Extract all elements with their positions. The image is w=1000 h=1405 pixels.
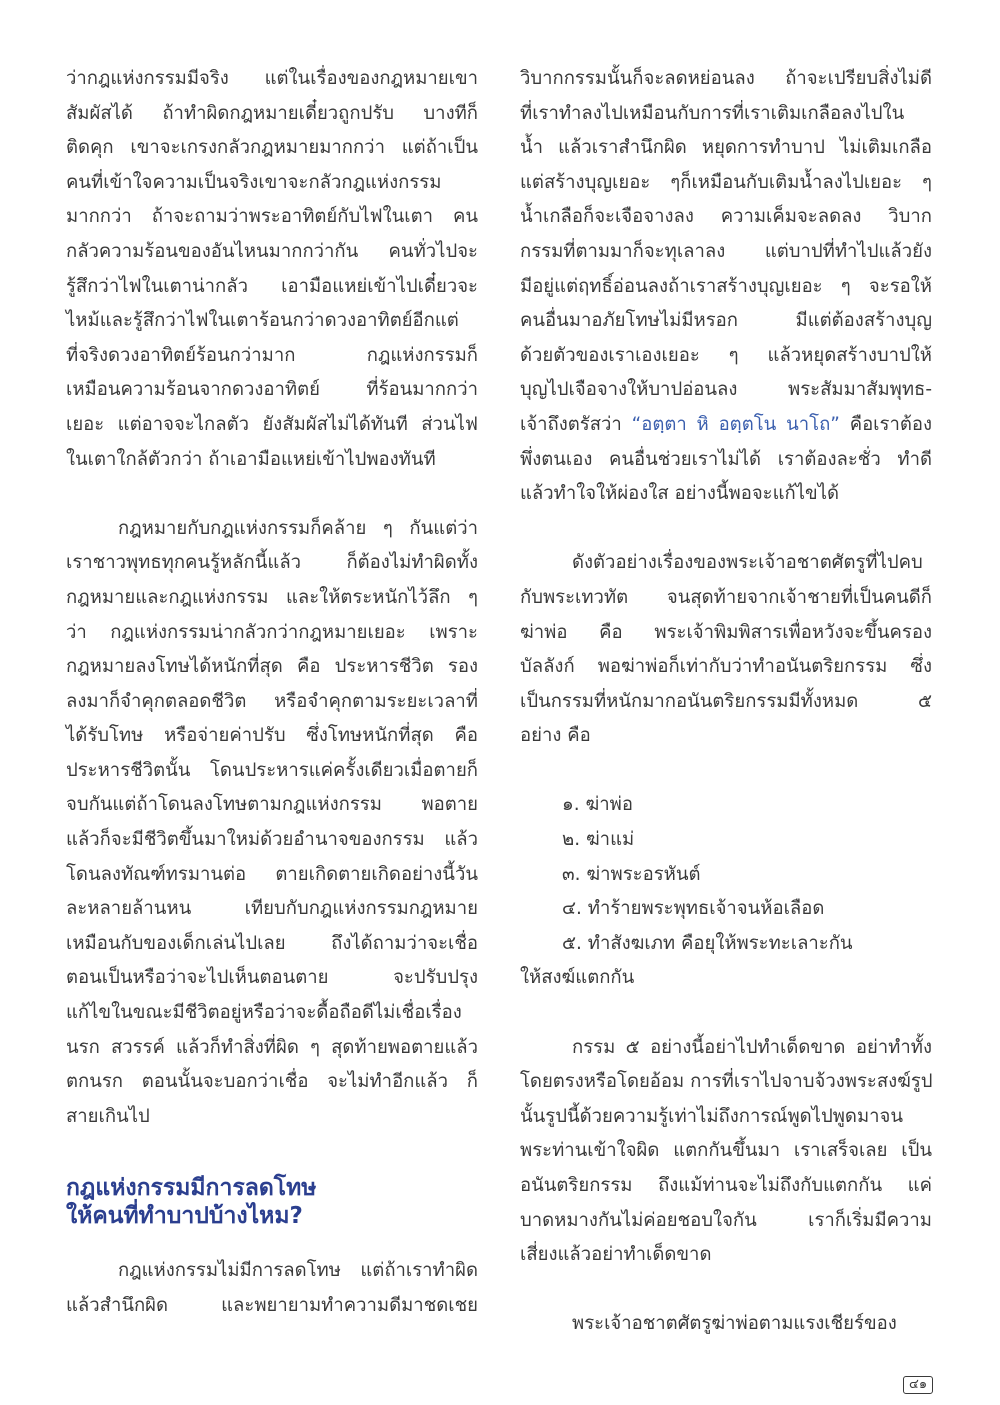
text-line: น้ำเกลือก็จะเจือจางลง ความเค็มจะลดลง วิบาก <box>520 206 932 228</box>
text-line: กับพระเทวทัต จนสุดท้ายจากเจ้าชายที่เป็นคนดีก็ <box>520 586 932 608</box>
list-item: ๕. ทำสังฆเภท คือยุให้พระทะเลาะกัน <box>562 932 853 954</box>
text-line: ฆ่าพ่อ คือ พระเจ้าพิมพิสารเพื่อหวังจะขึ้นครอง <box>520 621 932 643</box>
text-line: กลัวความร้อนของอันไหนมากกว่ากัน คนทั่วไปจะ <box>66 240 478 262</box>
text-line: สายเกินไป <box>66 1105 150 1127</box>
text-line: ประหารชีวิตนั้น โดนประหารแค่ครั้งเดียวเมื่อตายก็ <box>66 759 478 781</box>
text-line: ไหม้และรู้สึกว่าไฟในเตาร้อนกว่าดวงอาทิตย์อีกแต่ <box>66 310 459 332</box>
text-line: พระท่านเข้าใจผิด แตกกันขึ้นมา เราเสร็จเลย เป็น <box>520 1140 932 1162</box>
text-line: ติดคุก เขาจะเกรงกลัวกฎหมายมากกว่า แต่ถ้าเป็น <box>66 137 478 159</box>
list-item: ๔. ทำร้ายพระพุทธเจ้าจนห้อเลือด <box>562 898 825 920</box>
section-heading <box>66 1174 478 1230</box>
text-line: ในเตาใกล้ตัวกว่า ถ้าเอามือแหย่เข้าไปพองทันที <box>66 448 436 470</box>
text-line: เหมือนความร้อนจากดวงอาทิตย์ ที่ร้อนมากกว่า <box>66 379 478 401</box>
text-line: อนันตริยกรรม ถึงแม้ท่านจะไม่ถึงกับแตกกัน แค่ <box>520 1175 932 1196</box>
text-line: สัมผัสได้ ถ้าทำผิดกฎหมายเดี๋ยวถูกปรับ บางทีก็ <box>66 102 478 124</box>
text-line: ตอนเป็นหรือว่าจะไปเห็นตอนตาย จะปรับปรุง <box>66 967 478 989</box>
text-line: คนอื่นมาอภัยโทษไม่มีหรอก มีแต่ต้องสร้างบุญ <box>520 310 932 332</box>
text-line: ดังตัวอย่างเรื่องของพระเจ้าอชาตศัตรูที่ไปคบ <box>572 552 923 574</box>
text-line: บุญไปเจือจางให้บาปอ่อนลง พระสัมมาสัมพุทธ- <box>520 379 932 401</box>
section-gap <box>66 1134 478 1174</box>
text-line: น้ำ แล้วเราสำนึกผิด หยุดการทำบาป ไม่เติมเกลือ <box>520 137 932 159</box>
text-line: โดยตรงหรือโดยอ้อม การที่เราไปจาบจ้วงพระสงฆ์รูป <box>520 1071 933 1093</box>
paragraph-right-4 <box>520 1307 932 1342</box>
text-line-with-quote <box>520 408 932 443</box>
left-column <box>66 62 478 1324</box>
paragraph-gap <box>520 512 932 547</box>
paragraph-right-2 <box>520 546 932 754</box>
text-line: ได้รับโทษ หรือจ่ายค่าปรับ ซึ่งโทษหนักที่สุด คือ <box>66 725 478 747</box>
text-line: พระเจ้าอชาตศัตรูฆ่าพ่อตามแรงเชียร์ของ <box>572 1313 897 1335</box>
quote-suffix: คือเราต้อง <box>839 413 932 435</box>
text-line: มีอยู่แต่ฤทธิ์อ่อนลงถ้าเราสร้างบุญเยอะ ๆ จะรอให้ <box>520 275 932 297</box>
text-line: กรรมที่ตามมาก็จะทุเลาลง แต่บาปที่ทำไปแล้วยัง <box>520 240 932 262</box>
text-line: บาดหมางกันไม่ค่อยชอบใจกัน เราก็เริ่มมีความ <box>520 1209 932 1231</box>
right-column <box>520 62 932 1342</box>
paragraph-left-1 <box>66 62 478 477</box>
text-line: จบกันแต่ถ้าโดนลงโทษตามกฎแห่งกรรม พอตาย <box>66 794 478 816</box>
text-line: เราชาวพุทธทุกคนรู้หลักนี้แล้ว ก็ต้องไม่ทำผิดทั้ง <box>66 552 478 574</box>
text-line: ละหลายล้านหน เทียบกับกฎแห่งกรรมกฎหมาย <box>66 898 478 920</box>
paragraph-right-1 <box>520 62 932 512</box>
text-line: อย่าง คือ <box>520 725 591 747</box>
paragraph-gap <box>66 477 478 512</box>
text-line: นรก สวรรค์ แล้วก็ทำสิ่งที่ผิด ๆ สุดท้ายพอตายแล้ว <box>66 1036 478 1058</box>
list-item-continuation: ให้สงฆ์แตกกัน <box>520 967 635 989</box>
text-line: มากกว่า ถ้าจะถามว่าพระอาทิตย์กับไฟในเตา คน <box>66 206 478 228</box>
text-line: ที่เราทำลงไปเหมือนกับการที่เราเติมเกลือลงไปใน <box>520 102 905 124</box>
text-line: วิบากกรรมนั้นก็จะลดหย่อนลง ถ้าจะเปรียบสิ่งไม่ดี <box>520 68 932 89</box>
paragraph-gap <box>520 1273 932 1308</box>
text-line: ว่า กฎแห่งกรรมน่ากลัวกว่ากฎหมายเยอะ เพราะ <box>66 621 478 643</box>
text-line: แล้วทำใจให้ผ่องใส อย่างนี้พอจะแก้ไขได้ <box>520 483 840 505</box>
text-line: ลงมาก็จำคุกตลอดชีวิต หรือจำคุกตามระยะเวลาที่ <box>66 690 478 712</box>
text-line: บัลลังก์ พอฆ่าพ่อก็เท่ากับว่าทำอนันตริยกรรม ซึ่ง <box>520 656 932 678</box>
text-line: กฎหมายกับกฎแห่งกรรมก็คล้าย ๆ กันแต่ว่า <box>118 517 478 539</box>
text-line: ด้วยตัวของเราเองเยอะ ๆ แล้วหยุดสร้างบาปให้ <box>520 344 932 366</box>
text-line: เสี่ยงแล้วอย่าทำเด็ดขาด <box>520 1244 712 1266</box>
text-line: รู้สึกว่าไฟในเตาน่ากลัว เอามือแหย่เข้าไปเดี๋ยวจะ <box>66 275 478 297</box>
text-line: แก้ไขในขณะมีชีวิตอยู่หรือว่าจะดื้อถือดีไม่เชื่อเรื่อง <box>66 1002 462 1024</box>
text-line: เป็นกรรมที่หนักมากอนันตริยกรรมมีทั้งหมด ๕ <box>520 690 932 712</box>
quote-prefix: เจ้าถึงตรัสว่า <box>520 413 632 435</box>
paragraph-gap <box>520 754 932 789</box>
text-line: คนที่เข้าใจความเป็นจริงเขาจะกลัวกฎแห่งกรรม <box>66 171 442 193</box>
list-item: ๓. ฆ่าพระอรหันต์ <box>562 863 701 885</box>
heading-line: ให้คนที่ทำบาปบ้างไหม? <box>66 1203 303 1230</box>
text-line: กรรม ๕ อย่างนี้อย่าไปทำเด็ดขาด อย่าทำทั้ง <box>572 1036 932 1058</box>
text-line: แล้วก็จะมีชีวิตขึ้นมาใหม่ด้วยอำนาจของกรรม แล้ว <box>66 829 478 851</box>
list-item: ๑. ฆ่าพ่อ <box>562 794 633 816</box>
paragraph-left-3 <box>66 1254 478 1323</box>
numbered-list <box>520 788 932 996</box>
list-item: ๒. ฆ่าแม่ <box>562 829 635 851</box>
text-line: กฎหมายลงโทษได้หนักที่สุด คือ ประหารชีวิต รอง <box>66 656 478 678</box>
paragraph-right-3 <box>520 1031 932 1273</box>
paragraph-gap <box>520 996 932 1031</box>
page-number: ๔๑ <box>903 1376 933 1394</box>
text-line: เยอะ แต่อาจจะไกลตัว ยังสัมผัสไม่ได้ทันที ส่วนไฟ <box>66 413 478 435</box>
text-line: กฎหมายและกฎแห่งกรรม และให้ตระหนักไว้ลึก ๆ <box>66 586 478 608</box>
text-line: แล้วสำนึกผิด และพยายามทำความดีมาชดเชย <box>66 1295 478 1316</box>
text-line: ตกนรก ตอนนั้นจะบอกว่าเชื่อ จะไม่ทำอีกแล้ว ก็ <box>66 1071 478 1093</box>
text-line: กฎแห่งกรรมไม่มีการลดโทษ แต่ถ้าเราทำผิด <box>118 1260 478 1282</box>
text-line: โดนลงทัณฑ์ทรมานต่อ ตายเกิดตายเกิดอย่างนี้วัน <box>66 863 478 885</box>
text-line: แต่สร้างบุญเยอะ ๆก็เหมือนกับเติมน้ำลงไปเยอะ ๆ <box>520 171 932 193</box>
section-gap <box>66 1230 478 1254</box>
text-line: เหมือนกับของเด็กเล่นไปเลย ถึงได้ถามว่าจะเชื่อ <box>66 932 478 954</box>
text-line: นั้นรูปนี้ด้วยความรู้เท่าไม่ถึงการณ์พูดไปพูดมาจน <box>520 1105 904 1127</box>
text-line: ว่ากฎแห่งกรรมมีจริง แต่ในเรื่องของกฎหมายเขา <box>66 68 478 89</box>
pali-quote: “อตฺตา หิ อตฺตโน นาโถ” <box>631 413 840 435</box>
paragraph-left-2 <box>66 512 478 1135</box>
text-line: พึ่งตนเอง คนอื่นช่วยเราไม่ได้ เราต้องละชั่ว ทำดี <box>520 448 932 470</box>
text-line: ที่จริงดวงอาทิตย์ร้อนกว่ามาก กฎแห่งกรรมก็ <box>66 344 478 366</box>
heading-line: กฎแห่งกรรมมีการลดโทษ <box>66 1175 317 1202</box>
